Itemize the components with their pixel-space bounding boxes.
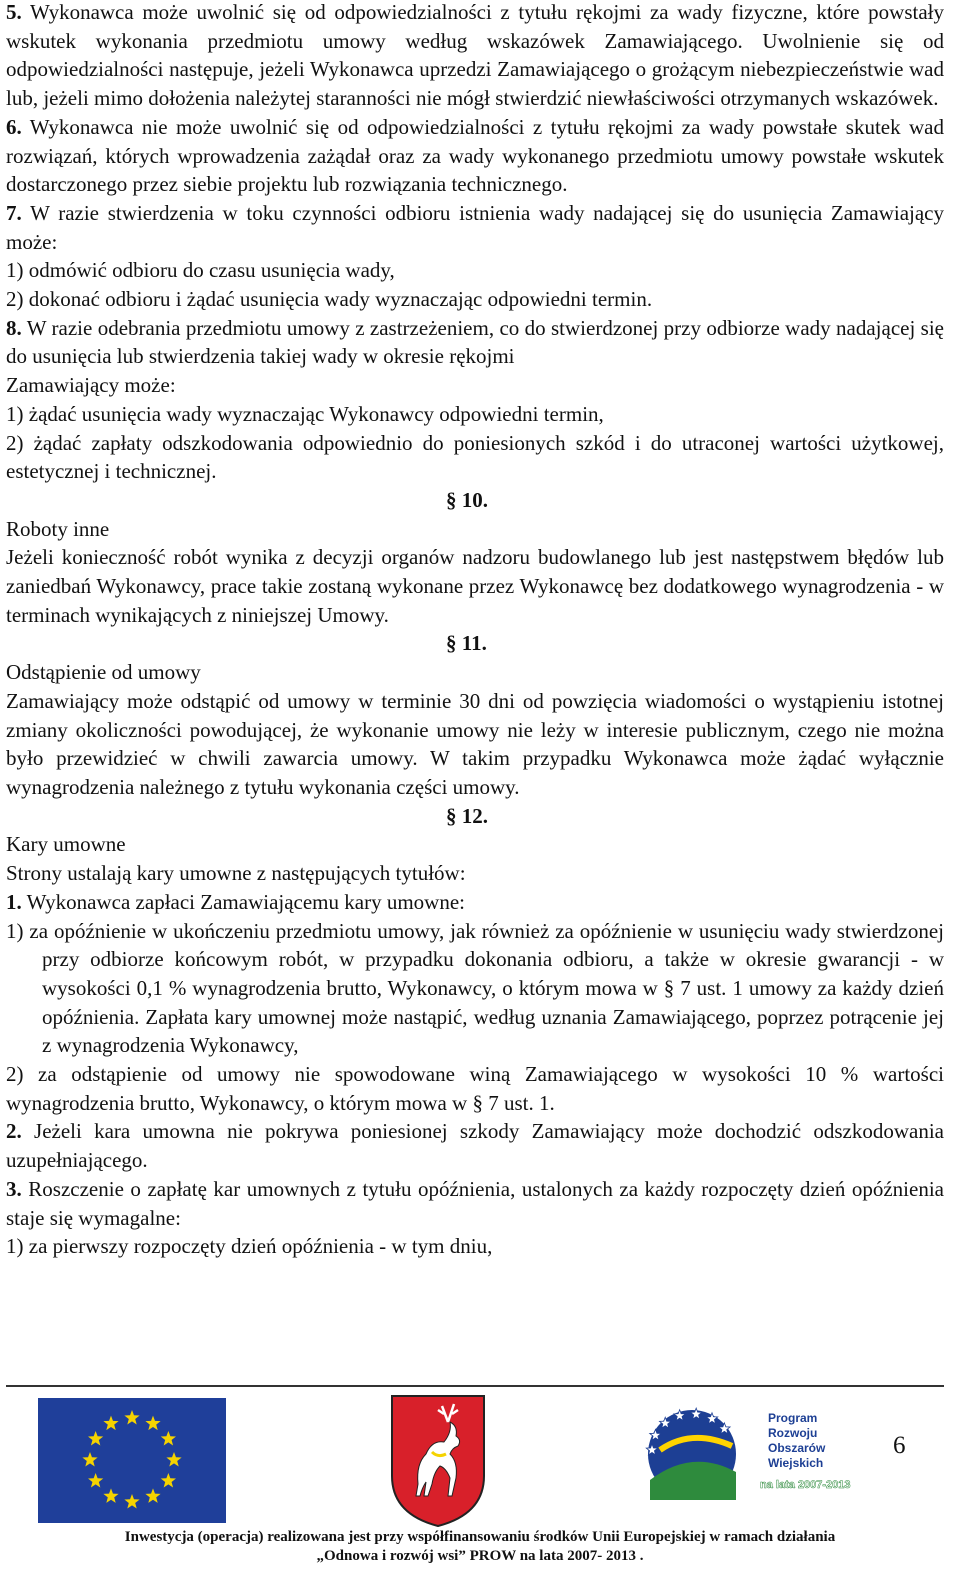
paragraph-text: W razie odebrania przedmiotu umowy z zastrzeżeniem, co do stwierdzonej przy odbiorze wady nadającej się do usunięcia lub stwierdzenia takiej wady w okresie rękojmi [6,315,944,369]
paragraph-number: 3. [6,1176,22,1201]
paragraph-text: Roszczenie o zapłatę kar umownych z tytułu opóźnienia, ustalonych za każdy rozpoczęty dzień opóźnienia staje się wymagalne: [6,1176,944,1230]
section-10-text: Jeżeli konieczność robót wynika z decyzji organów nadzoru budowlanego lub jest następstwem błędów lub zaniedbań Wykonawcy, prace takie zostaną wykonane przez Wykonawcę bez dodatkowego wynagrodzenia - w terminach wynikających z niniejszej Umowy. [6,545,944,627]
paragraph-8 [6,314,944,371]
eu-flag-logo [38,1398,226,1523]
section-11-heading: § 11. [446,631,487,656]
paragraph-number: 6. [6,114,22,139]
paragraph-number: 1. [6,889,22,914]
section-12-title: Kary umowne [6,832,126,857]
paragraph-text: W razie stwierdzenia w toku czynności odbioru istnienia wady nadającej się do usunięcia Zamawiający może: [6,200,944,254]
paragraph-7 [6,199,944,256]
footer-divider [6,1385,944,1387]
paragraph-text: Wykonawca zapłaci Zamawiającemu kary umowne: [21,889,465,914]
paragraph-number: 5. [6,0,22,24]
paragraph-text: Wykonawca nie może uwolnić się od odpowiedzialności z tytułu rękojmi za wady powstałe skutek wad rozwiązań, których wprowadzenia zażądał oraz za wady wykonanego przedmiotu umowy powstałe wskutek dostarczonego przez siebie projektu lub rozwiązania technicznego. [6,114,944,197]
section-11-title: Odstąpienie od umowy [6,660,201,685]
section-12-heading: § 12. [446,803,488,828]
paragraph-number: 8. [6,315,22,340]
paragraph-number: 7. [6,200,22,225]
section-12-point-1 [6,888,944,917]
prow-logo-text-4: Wiejskich [768,1456,824,1470]
paragraph-5 [6,0,944,113]
footer-funding-note [0,1528,960,1566]
section-12-intro: Strony ustalają kary umowne z następujących tytułów: [6,861,466,886]
paragraph-number: 2. [6,1119,22,1144]
paragraph-7-item-2: 2) dokonać odbioru i żądać usunięcia wady wyznaczając odpowiedni termin. [6,287,653,312]
prow-logo-text-2: Rozwoju [768,1426,818,1440]
section-12-point-1-item-1: 1) za opóźnienie w ukończeniu przedmiotu umowy, jak również za opóźnienie w usunięciu wady stwierdzonej przy odbiorze końcowym robót, w przypadku dokonania odbioru, a także w okresie gwarancji - w wysokości 0,1 % wynagrodzenia brutto, Wykonawcy, o którym mowa w § 7 ust. 1 umowy za każdy dzień opóźnienia. Zapłata kary umownej może nastąpić, według uznania Zamawiającego, poprzez potrącenie jej z wynagrodzenia Wykonawcy, [6,918,944,1058]
section-12-point-2 [6,1117,944,1174]
prow-logo [640,1388,880,1518]
section-10-heading: § 10. [446,487,488,512]
paragraph-8-item-2: 2) żądać zapłaty odszkodowania odpowiednio do poniesionych szkód i do utraconej wartości użytkowej, estetycznej i technicznej. [6,430,944,484]
paragraph-8-continuation: Zamawiający może: [6,373,176,398]
lublin-coat-of-arms-logo [388,1392,488,1530]
section-11-text: Zamawiający może odstąpić od umowy w terminie 30 dni od powzięcia wiadomości o wystąpieniu istotnej zmiany okoliczności powodującej, że wykonanie umowy nie leży w interesie publicznym, czego nie można było przewidzieć w chwili zawarcia umowy. W takim przypadku Wykonawca może żądać wyłącznie wynagrodzenia należnego z tytułu wykonania części umowy. [6,688,944,799]
footer-note-line-2: „Odnowa i rozwój wsi” PROW na lata 2007- 2013 . [316,1548,644,1564]
prow-logo-text-5: na lata 2007-2013 [760,1479,851,1491]
section-12-point-3-item-1: 1) za pierwszy rozpoczęty dzień opóźnienia - w tym dniu, [6,1234,493,1259]
paragraph-7-item-1: 1) odmówić odbioru do czasu usunięcia wady, [6,258,395,283]
paragraph-text: Jeżeli kara umowna nie pokrywa poniesionej szkody Zamawiający może dochodzić odszkodowania uzupełniającego. [6,1119,944,1173]
section-10-title: Roboty inne [6,516,110,541]
footer-note-line-1: Inwestycja (operacja) realizowana jest przy współfinansowaniu środków Unii Europejskiej w ramach działania [124,1529,836,1545]
section-12-point-1-item-2: 2) za odstąpienie od umowy nie spowodowane winą Zamawiającego w wysokości 10 % wartości wynagrodzenia brutto, Wykonawcy, o którym mowa w § 7 ust. 1. [6,1062,944,1115]
paragraph-6 [6,113,944,199]
prow-logo-text-1: Program [768,1411,818,1425]
prow-logo-text-3: Obszarów [768,1441,826,1455]
document-body [6,0,944,1261]
page-number: 6 [893,1432,906,1459]
paragraph-8-item-1: 1) żądać usunięcia wady wyznaczając Wykonawcy odpowiedni termin, [6,401,604,426]
section-12-point-3 [6,1175,944,1232]
paragraph-text: Wykonawca może uwolnić się od odpowiedzialności z tytułu rękojmi za wady fizyczne, które powstały wskutek wykonania przedmiotu umowy według wskazówek Zamawiającego. Uwolnienie się od odpowiedzialności następuje, jeżeli Wykonawca uprzedzi Zamawiającego o grożącym niebezpieczeństwie wad lub, jeżeli mimo dołożenia należytej staranności nie mógł stwierdzić niewłaściwości otrzymanych wskazówek. [6,0,944,111]
